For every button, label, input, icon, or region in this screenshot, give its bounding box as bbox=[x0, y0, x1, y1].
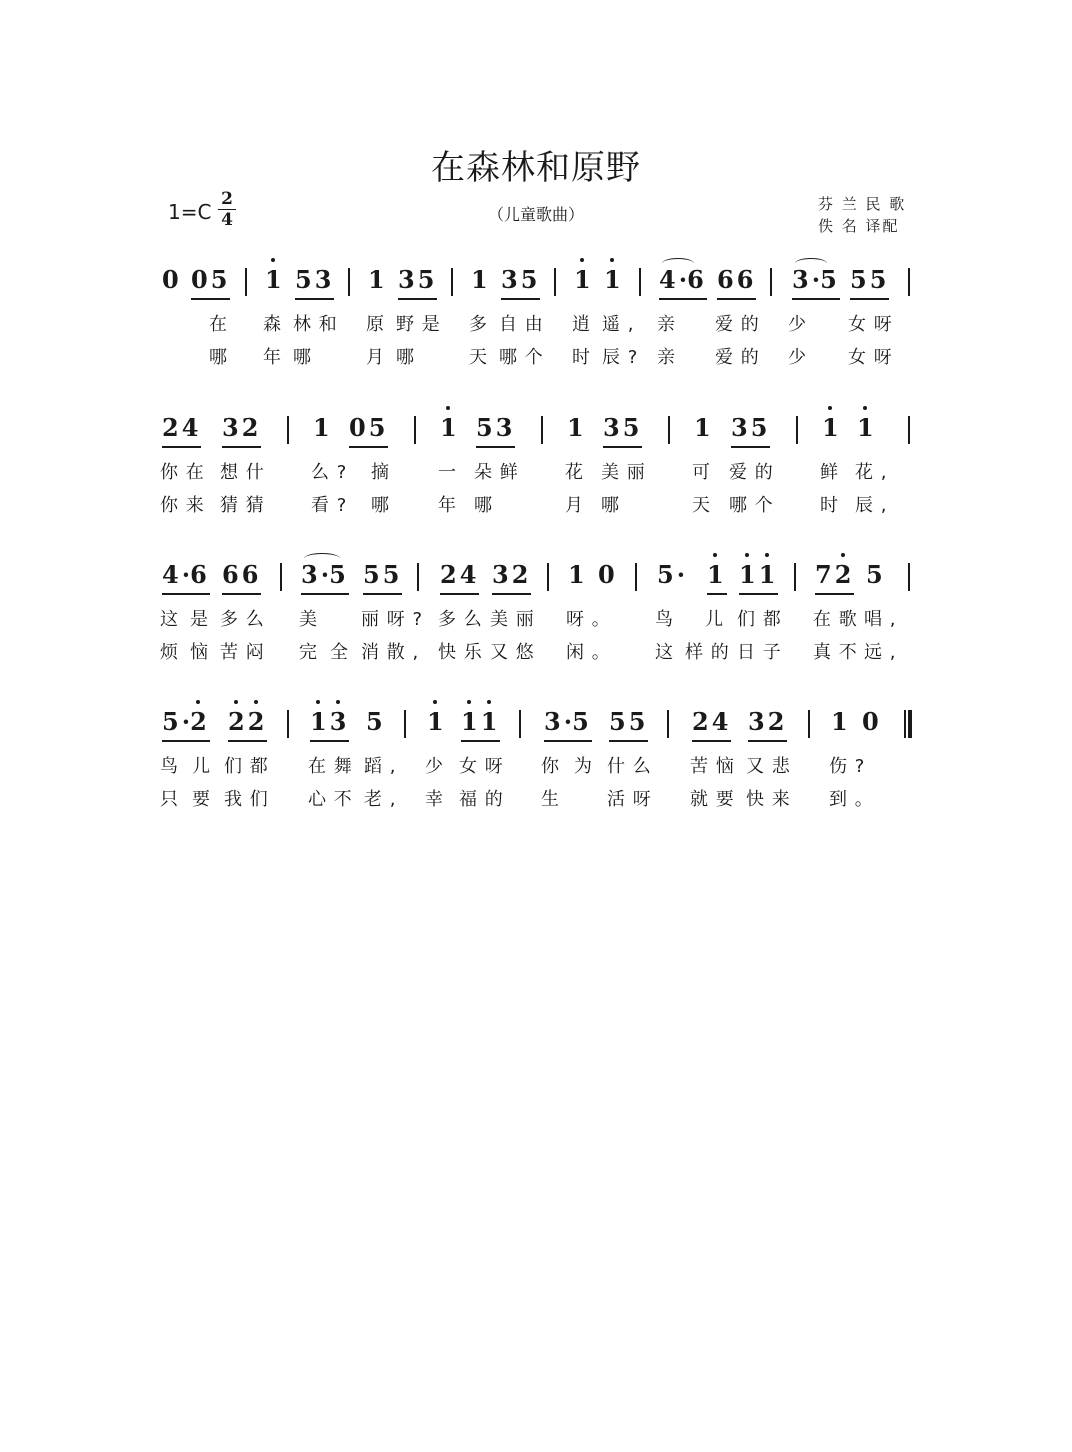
bar-line bbox=[770, 268, 772, 296]
lyric-word: 什 么 bbox=[607, 756, 652, 777]
bar-line bbox=[348, 268, 350, 296]
credit-translator: 佚 名 译配 bbox=[818, 217, 900, 235]
bar-line bbox=[908, 563, 910, 591]
lyric-word: 鸟 bbox=[160, 756, 179, 777]
lyric-word: 自 由 bbox=[499, 314, 544, 335]
note-group: 3 5 bbox=[501, 262, 540, 300]
bar-line bbox=[904, 710, 906, 738]
lyric-word: 们 都 bbox=[737, 609, 782, 630]
lyric-word: 烦 bbox=[160, 642, 179, 663]
lyric-word: 原 bbox=[366, 314, 385, 335]
lyric-word: 样 的 bbox=[685, 642, 730, 663]
lyrics-verse-1 bbox=[0, 458, 1072, 486]
note-group: 1 bbox=[265, 262, 285, 298]
lyric-word: 们 都 bbox=[224, 756, 269, 777]
note-group: 5 · bbox=[657, 560, 686, 589]
note-group: 1 3 bbox=[310, 704, 349, 742]
lyrics-verse-1 bbox=[0, 605, 1072, 633]
note-group: 1 bbox=[313, 413, 330, 442]
lyric-word: 爱 的 bbox=[729, 462, 774, 483]
lyric-word: 你 来 bbox=[160, 495, 205, 516]
bar-line bbox=[404, 710, 406, 738]
lyric-word: 苦 闷 bbox=[220, 642, 265, 663]
bar-line bbox=[667, 710, 669, 738]
note-group: 6 6 bbox=[222, 557, 261, 595]
note-group: 3 2 bbox=[222, 410, 261, 448]
note-group: 3 5 bbox=[603, 410, 642, 448]
lyric-word: 女 呀 bbox=[459, 756, 504, 777]
lyric-word: 远 , bbox=[864, 642, 897, 663]
lyric-word: 少 bbox=[788, 347, 807, 368]
lyric-word: 哪 bbox=[396, 347, 415, 368]
lyric-word: 消 散 , bbox=[361, 642, 420, 663]
lyric-word: 天 bbox=[692, 495, 711, 516]
lyric-word: 少 bbox=[788, 314, 807, 335]
lyric-word: 这 bbox=[655, 642, 674, 663]
bar-line bbox=[451, 268, 453, 296]
lyric-word: 要 bbox=[192, 789, 211, 810]
note-group: 1 bbox=[831, 707, 848, 736]
lyric-word: 时 bbox=[820, 495, 839, 516]
lyric-word: 亲 bbox=[657, 347, 676, 368]
note-group: 2 4 bbox=[692, 704, 731, 742]
note-group: 5 bbox=[366, 707, 383, 736]
lyric-word: 哪 bbox=[209, 347, 228, 368]
lyric-word: 哪 bbox=[601, 495, 620, 516]
note-group: 0 bbox=[162, 265, 179, 294]
note-group: 3 5 bbox=[731, 410, 770, 448]
lyric-word: 爱 的 bbox=[715, 314, 760, 335]
note-group: 3 ·5 bbox=[301, 557, 349, 595]
lyric-word: 花 , bbox=[855, 462, 888, 483]
note-group: 1 bbox=[568, 560, 585, 589]
note-group: 1 1 bbox=[739, 557, 778, 595]
lyric-word: 老 , bbox=[364, 789, 397, 810]
lyric-word: 你 bbox=[541, 756, 560, 777]
note-group: 6 6 bbox=[717, 262, 756, 300]
lyric-word: 在 舞 bbox=[308, 756, 353, 777]
lyric-word: 辰 ? bbox=[602, 347, 639, 368]
note-group: 2 4 bbox=[162, 410, 201, 448]
lyric-word: 看 ? bbox=[311, 495, 348, 516]
lyric-word: 么 ? bbox=[311, 462, 348, 483]
notation-row bbox=[0, 557, 1072, 605]
lyric-word: 我 们 bbox=[224, 789, 269, 810]
lyric-word: 花 bbox=[565, 462, 584, 483]
note-group: 3 5 bbox=[398, 262, 437, 300]
bar-line bbox=[794, 563, 796, 591]
song-subtitle: （儿童歌曲） bbox=[487, 205, 584, 224]
note-group: 5 3 bbox=[476, 410, 515, 448]
lyric-word: 年 bbox=[438, 495, 457, 516]
bar-line bbox=[547, 563, 549, 591]
note-group: 1 bbox=[707, 557, 727, 595]
lyric-word: 月 bbox=[565, 495, 584, 516]
lyrics-verse-2 bbox=[0, 785, 1072, 813]
note-group: 1 1 bbox=[461, 704, 500, 742]
lyric-word: 闲 。 bbox=[566, 642, 611, 663]
key-signature: 1=C bbox=[168, 200, 212, 224]
note-group: 1 bbox=[368, 265, 385, 294]
lyric-word: 儿 bbox=[705, 609, 724, 630]
bar-line bbox=[639, 268, 641, 296]
lyric-word: 逍 bbox=[572, 314, 591, 335]
lyric-word: 呀 。 bbox=[566, 609, 611, 630]
slur-mark bbox=[795, 258, 827, 269]
final-bar-line bbox=[908, 710, 912, 738]
bar-line bbox=[280, 563, 282, 591]
lyric-word: 快 来 bbox=[746, 789, 791, 810]
note-group: 1 bbox=[694, 413, 711, 442]
lyric-word: 是 bbox=[190, 609, 209, 630]
note-group: 5 5 bbox=[363, 557, 402, 595]
lyric-word: 美 丽 bbox=[490, 609, 535, 630]
lyric-word: 亲 bbox=[657, 314, 676, 335]
slur-mark bbox=[662, 258, 694, 269]
lyric-word: 美 丽 bbox=[601, 462, 646, 483]
notation-row bbox=[0, 704, 1072, 752]
note-group: 0 5 bbox=[349, 410, 388, 448]
lyric-word: 年 bbox=[263, 347, 282, 368]
credit-origin: 芬 兰 民 歌 bbox=[818, 195, 907, 213]
time-signature-bottom: 4 bbox=[221, 210, 233, 230]
note-group: 0 bbox=[862, 707, 879, 736]
note-group: 3 2 bbox=[492, 557, 531, 595]
lyric-word: 美 bbox=[299, 609, 318, 630]
lyrics-verse-2 bbox=[0, 491, 1072, 519]
lyric-word: 鲜 bbox=[820, 462, 839, 483]
bar-line bbox=[541, 416, 543, 444]
lyric-word: 爱 的 bbox=[715, 347, 760, 368]
note-group: 1 bbox=[471, 265, 488, 294]
lyric-word: 幸 bbox=[425, 789, 444, 810]
lyric-word: 哪 bbox=[371, 495, 390, 516]
note-group: 1 bbox=[857, 410, 877, 446]
lyric-word: 遥 , bbox=[602, 314, 635, 335]
note-group: 1 bbox=[427, 704, 447, 740]
lyric-word: 森 bbox=[263, 314, 282, 335]
lyric-word: 朵 鲜 bbox=[474, 462, 519, 483]
lyrics-verse-2 bbox=[0, 638, 1072, 666]
notation-row bbox=[0, 262, 1072, 310]
note-group: 4 ·6 bbox=[659, 262, 707, 300]
lyric-word: 鸟 bbox=[655, 609, 674, 630]
time-signature-top: 2 bbox=[221, 189, 233, 209]
lyric-word: 日 子 bbox=[737, 642, 782, 663]
lyric-word: 在 bbox=[209, 314, 228, 335]
lyric-word: 全 bbox=[330, 642, 349, 663]
note-group: 0 5 bbox=[191, 262, 230, 300]
lyric-word: 多 bbox=[469, 314, 488, 335]
note-group: 3 2 bbox=[748, 704, 787, 742]
bar-line bbox=[908, 268, 910, 296]
lyric-word: 辰 , bbox=[855, 495, 888, 516]
lyric-word: 时 bbox=[572, 347, 591, 368]
lyric-word: 猜 猜 bbox=[220, 495, 265, 516]
lyric-word: 在 歌 bbox=[813, 609, 858, 630]
note-group: 5 bbox=[866, 560, 883, 589]
lyric-word: 摘 bbox=[371, 462, 390, 483]
note-group: 3 ·5 bbox=[544, 704, 592, 742]
lyric-word: 又 悠 bbox=[490, 642, 535, 663]
bar-line bbox=[245, 268, 247, 296]
lyric-word: 又 悲 bbox=[746, 756, 791, 777]
lyric-word: 野 是 bbox=[396, 314, 441, 335]
bar-line bbox=[287, 416, 289, 444]
bar-line bbox=[417, 563, 419, 591]
lyric-word: 伤 ? bbox=[829, 756, 866, 777]
lyric-word: 多 么 bbox=[438, 609, 483, 630]
note-group: 3 ·5 bbox=[792, 262, 840, 300]
lyric-word: 为 bbox=[574, 756, 593, 777]
note-group: 7 2 bbox=[815, 557, 854, 595]
lyric-word: 苦 恼 bbox=[690, 756, 735, 777]
lyric-word: 少 bbox=[425, 756, 444, 777]
bar-line bbox=[635, 563, 637, 591]
lyric-word: 完 bbox=[299, 642, 318, 663]
lyric-word: 生 bbox=[541, 789, 560, 810]
note-group: 5 ·2 bbox=[162, 704, 210, 742]
lyric-word: 这 bbox=[160, 609, 179, 630]
slur-mark bbox=[304, 553, 340, 564]
note-group: 2 4 bbox=[440, 557, 479, 595]
lyric-word: 丽 呀 ? bbox=[361, 609, 423, 630]
lyric-word: 一 bbox=[438, 462, 457, 483]
note-group: 2 2 bbox=[228, 704, 267, 742]
note-group: 1 bbox=[604, 262, 624, 298]
bar-line bbox=[796, 416, 798, 444]
note-group: 1 bbox=[440, 410, 460, 446]
bar-line bbox=[554, 268, 556, 296]
lyric-word: 恼 bbox=[190, 642, 209, 663]
bar-line bbox=[808, 710, 810, 738]
lyric-word: 哪 个 bbox=[499, 347, 544, 368]
bar-line bbox=[414, 416, 416, 444]
bar-line bbox=[287, 710, 289, 738]
lyric-word: 只 bbox=[160, 789, 179, 810]
credits bbox=[818, 193, 906, 237]
note-group: 1 bbox=[822, 410, 842, 446]
note-group: 0 bbox=[598, 560, 615, 589]
note-group: 5 5 bbox=[609, 704, 648, 742]
lyric-word: 想 什 bbox=[220, 462, 265, 483]
notation-row bbox=[0, 410, 1072, 458]
note-group: 4 ·6 bbox=[162, 557, 210, 595]
lyric-word: 唱 , bbox=[864, 609, 897, 630]
lyric-word: 就 要 bbox=[690, 789, 735, 810]
lyric-word: 你 在 bbox=[160, 462, 205, 483]
lyrics-verse-2 bbox=[0, 343, 1072, 371]
lyric-word: 快 乐 bbox=[438, 642, 483, 663]
lyric-word: 林 和 bbox=[293, 314, 338, 335]
note-group: 1 bbox=[567, 413, 584, 442]
note-group: 5 3 bbox=[295, 262, 334, 300]
lyric-word: 儿 bbox=[192, 756, 211, 777]
note-group: 5 5 bbox=[850, 262, 889, 300]
bar-line bbox=[908, 416, 910, 444]
lyric-word: 可 bbox=[692, 462, 711, 483]
bar-line bbox=[668, 416, 670, 444]
lyric-word: 哪 个 bbox=[729, 495, 774, 516]
lyric-word: 天 bbox=[469, 347, 488, 368]
bar-line bbox=[519, 710, 521, 738]
lyric-word: 蹈 , bbox=[364, 756, 397, 777]
lyric-word: 哪 bbox=[293, 347, 312, 368]
lyric-word: 真 不 bbox=[813, 642, 858, 663]
note-group: 1 bbox=[574, 262, 594, 298]
song-title: 在森林和原野 bbox=[431, 148, 641, 188]
lyric-word: 哪 bbox=[474, 495, 493, 516]
lyric-word: 多 么 bbox=[220, 609, 265, 630]
lyric-word: 心 不 bbox=[308, 789, 353, 810]
lyric-word: 活 呀 bbox=[607, 789, 652, 810]
lyric-word: 女 呀 bbox=[848, 314, 893, 335]
lyric-word: 到 。 bbox=[829, 789, 874, 810]
lyrics-verse-1 bbox=[0, 752, 1072, 780]
lyric-word: 福 的 bbox=[459, 789, 504, 810]
lyric-word: 月 bbox=[366, 347, 385, 368]
lyric-word: 女 呀 bbox=[848, 347, 893, 368]
lyrics-verse-1 bbox=[0, 310, 1072, 338]
